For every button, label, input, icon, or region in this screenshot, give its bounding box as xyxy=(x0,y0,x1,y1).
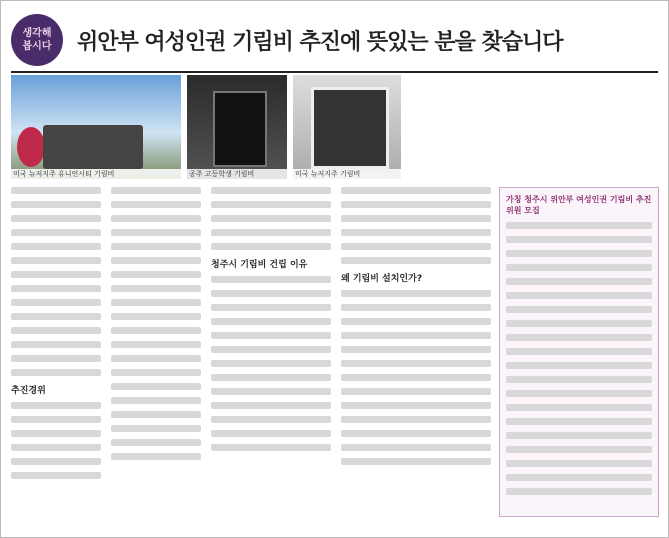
body-column-2 xyxy=(111,187,201,487)
sidebar-heading: 가칭 청주시 위안부 여성인권 기림비 추진위원 모집 xyxy=(506,195,652,215)
article-title: 위안부 여성인권 기림비 추진에 뜻있는 분을 찾습니다 xyxy=(77,29,563,55)
memorial-plaque xyxy=(311,87,389,169)
body-column-4 xyxy=(341,187,491,487)
recruitment-sidebar xyxy=(499,187,659,517)
monument xyxy=(213,91,267,167)
article-header xyxy=(11,9,658,73)
section-heading-reason: 청주시 기림비 건립 이유 xyxy=(211,260,308,270)
section-heading-why: 왜 기림비 설치인가? xyxy=(341,274,423,284)
photo-caption-2: 공주 고등학생 기림비 xyxy=(187,169,287,179)
photo-row xyxy=(11,75,401,179)
photo-memorial-1 xyxy=(11,75,181,179)
badge-line2: 봅시다 xyxy=(22,41,52,52)
photo-memorial-2 xyxy=(187,75,287,179)
body-column-1 xyxy=(11,187,101,487)
badge-line1: 생각해 xyxy=(22,28,52,39)
photo-caption-3: 미국 뉴저지주 기림비 xyxy=(293,169,401,179)
photo-memorial-3 xyxy=(293,75,401,179)
section-heading-background: 추진경위 xyxy=(11,386,46,396)
memorial-stone xyxy=(43,125,143,169)
photo-caption-1: 미국 뉴저지주 유니언시티 기림비 xyxy=(11,169,181,179)
column-badge xyxy=(11,14,63,66)
flowers-decoration xyxy=(17,127,45,167)
body-column-3 xyxy=(211,187,331,487)
